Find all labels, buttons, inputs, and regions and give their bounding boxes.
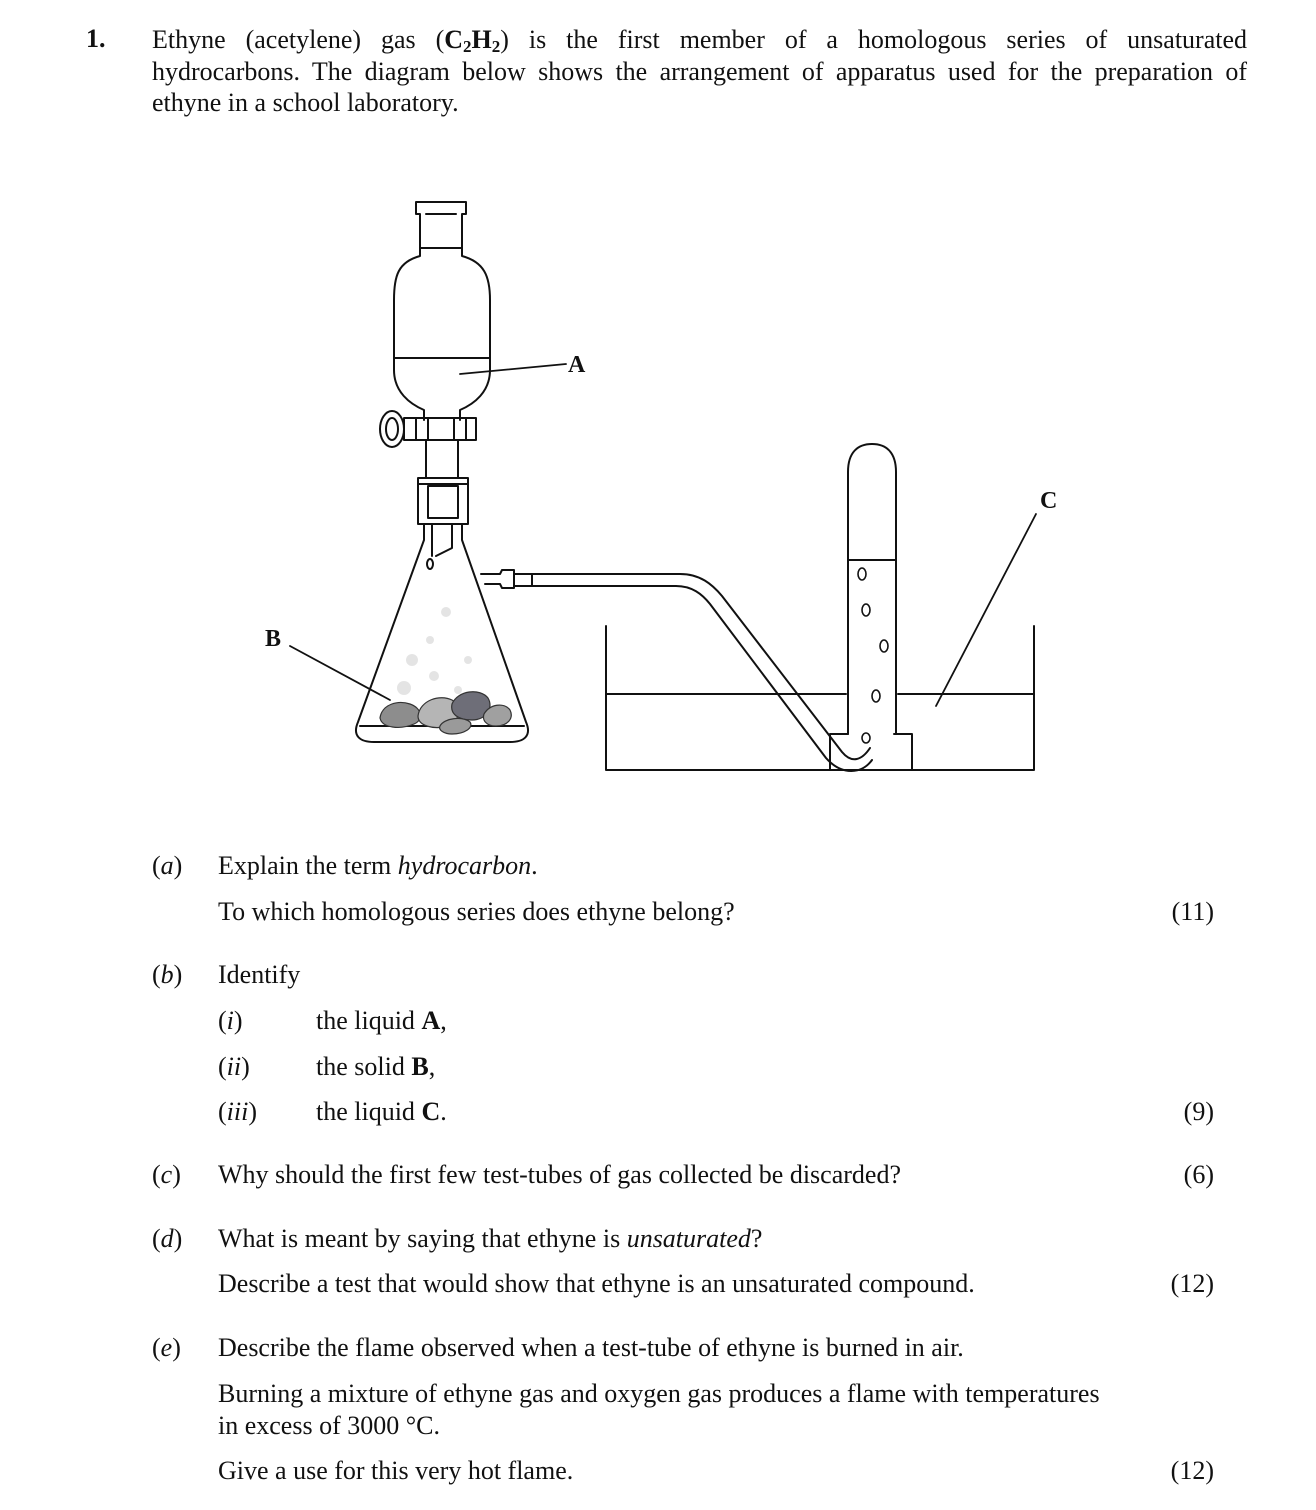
flask-side-arm [481,570,514,588]
part-c-marks: (6) [1183,1160,1214,1189]
part-d-marks: (12) [1170,1269,1214,1298]
part-e-line-2: Burning a mixture of ethyne gas and oxygen gas produces a flame with temperatures [218,1379,1100,1408]
part-e-label: (e) [152,1333,181,1362]
drip [427,559,433,569]
part-d-line-2: Describe a test that would show that ethyne is an unsaturated compound. [218,1269,975,1298]
tap-handle-inner [386,418,398,440]
part-b-item-i-num: (i) [218,1006,243,1035]
part-d-text: What is meant by saying that ethyne is [218,1224,627,1253]
tap-handle [380,411,404,447]
test-tube [848,444,896,734]
gas-bubble [858,568,866,580]
part-e-marks: (12) [1170,1456,1214,1485]
part-d-end: ? [750,1224,763,1253]
formula-h: H [471,25,492,54]
part-d-emphasis: unsaturated [626,1224,751,1253]
item-text: the liquid [316,1006,422,1035]
part-d-label: (d) [152,1224,183,1253]
intro-text: Ethyne (acetylene) gas ( [152,25,445,54]
funnel-body [394,248,490,420]
part-b-marks: (9) [1183,1097,1214,1126]
leader-a [460,364,566,374]
formula-c-sub: 2 [463,37,472,56]
part-b-item-ii [316,1052,435,1082]
intro-tail: ) is the first member of a homologous series of unsaturated [500,25,1247,54]
haze-dot [464,656,472,664]
formula-h-sub: 2 [491,37,501,56]
part-a-line-1 [218,851,538,881]
delivery-tube-lower [532,586,872,771]
part-c-letter: c [160,1160,173,1189]
bung-hole [428,486,458,518]
item-text: the liquid [316,1097,422,1126]
item-bold: B [411,1052,429,1081]
part-a-emphasis: hydrocarbon [397,851,532,880]
item-bold: A [421,1006,441,1035]
part-c-label: (c) [152,1160,181,1189]
formula-c: C [444,25,464,54]
part-a-text: Explain the term [218,851,398,880]
part-a-label: (a) [152,851,183,880]
part-e-line-3: in excess of 3000 °C. [218,1411,440,1440]
item-end: . [440,1097,447,1126]
gas-bubble [880,640,888,652]
part-d-letter: d [160,1224,174,1253]
item-numeral: iii [226,1097,249,1126]
label-a: A [568,352,586,378]
haze-dot [441,607,451,617]
haze-dot [426,636,434,644]
part-e-line-1: Describe the flame observed when a test-tube of ethyne is burned in air. [218,1333,964,1362]
part-b-letter: b [160,960,174,989]
part-b-item-iii [316,1097,447,1127]
item-numeral: ii [226,1052,242,1081]
intro-line-3: ethyne in a school laboratory. [152,88,459,117]
part-b-label: (b) [152,960,183,989]
funnel-stopper [416,202,466,248]
part-a-marks: (11) [1171,897,1214,926]
gas-haze [397,607,472,695]
question-number: 1. [86,24,106,53]
item-bold: C [421,1097,441,1126]
part-b-item-iii-num: (iii) [218,1097,258,1126]
gas-bubble [862,604,870,616]
part-e-line-4: Give a use for this very hot flame. [218,1456,574,1485]
haze-dot [454,686,462,694]
part-c-line-1: Why should the first few test-tubes of gas collected be discarded? [218,1160,901,1189]
item-numeral: i [226,1006,234,1035]
inner-stem [432,524,452,556]
part-a-end: . [531,851,538,880]
part-b-line-1: Identify [218,960,301,989]
leader-c [936,514,1036,706]
funnel-stem [426,440,458,478]
part-b-item-ii-num: (ii) [218,1052,250,1081]
part-e-letter: e [160,1333,173,1362]
item-end: , [440,1006,447,1035]
haze-dot [429,671,439,681]
gas-bubble [872,690,880,702]
label-b: B [265,626,282,652]
haze-dot [397,681,411,695]
part-d-line-1 [218,1224,762,1254]
label-c: C [1040,488,1058,514]
part-a-letter: a [160,851,174,880]
part-b-item-i [316,1006,447,1036]
tube-connector [514,574,532,586]
part-a-line-2: To which homologous series does ethyne belong? [218,897,735,926]
item-text: the solid [316,1052,412,1081]
intro-line-2: hydrocarbons. The diagram below shows the arrangement of apparatus used for the preparation of [152,56,1247,86]
item-end: , [428,1052,436,1081]
haze-dot [406,654,418,666]
solid-lumps [380,692,511,734]
lump [380,703,420,728]
gas-bubble [862,733,870,743]
delivery-tube-upper [532,574,870,759]
